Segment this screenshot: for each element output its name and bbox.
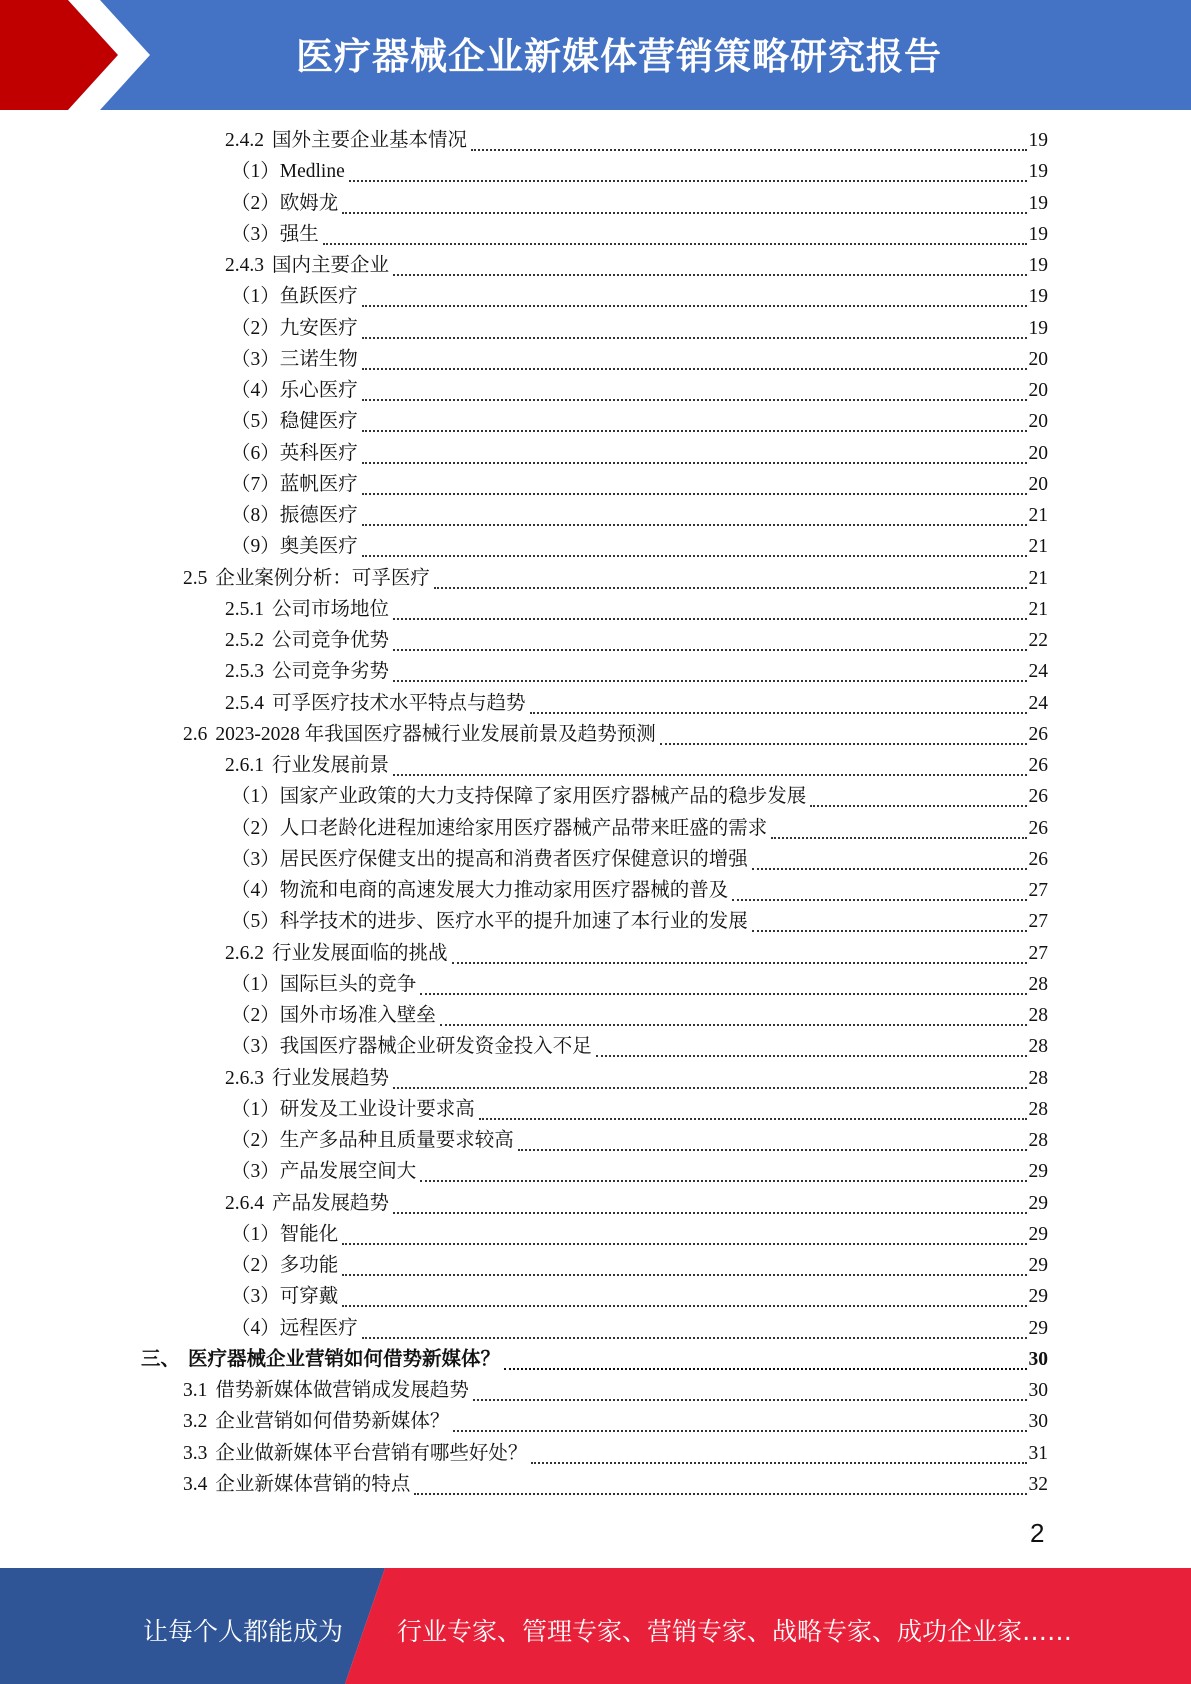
toc-entry[interactable] xyxy=(231,783,1048,811)
toc-entry-title: 行业发展趋势 xyxy=(272,1068,390,1089)
toc-entry-number: （1） xyxy=(231,786,280,807)
toc-dot-leader xyxy=(342,1283,1026,1307)
toc-dot-leader xyxy=(393,1065,1026,1089)
page-number: 2 xyxy=(1030,1518,1045,1548)
toc-entry-page: 29 xyxy=(1028,1161,1048,1182)
toc-entry-number: （3） xyxy=(231,1286,280,1307)
toc-entry-number: （6） xyxy=(231,443,280,464)
toc-entry-title: 蓝帆医疗 xyxy=(279,474,358,495)
toc-entry[interactable] xyxy=(231,971,1048,999)
toc-entry-title: 公司竞争劣势 xyxy=(272,661,390,682)
toc-entry-title: 英科医疗 xyxy=(279,443,358,464)
toc-dot-leader xyxy=(349,158,1027,182)
toc-entry-title: 借势新媒体做营销成发展趋势 xyxy=(215,1380,469,1401)
toc-entry-title: 欧姆龙 xyxy=(279,193,339,214)
toc-dot-leader xyxy=(420,971,1026,995)
toc-entry-number: （8） xyxy=(231,505,280,526)
toc-entry-title: 企业做新媒体平台营销有哪些好处？ xyxy=(215,1443,528,1464)
toc-entry-page: 21 xyxy=(1028,599,1048,620)
toc-entry-page: 22 xyxy=(1028,630,1048,651)
toc-entry-page: 19 xyxy=(1028,161,1048,182)
toc-entry[interactable] xyxy=(225,658,1048,686)
toc-entry-page: 20 xyxy=(1028,349,1048,370)
toc-entry-number: 3.1 xyxy=(183,1380,208,1401)
toc-entry-title: 研发及工业设计要求高 xyxy=(279,1099,475,1120)
toc-entry-page: 21 xyxy=(1028,568,1048,589)
toc-entry-number: （3） xyxy=(231,849,280,870)
toc-dot-leader xyxy=(362,533,1027,557)
toc-entry-page: 27 xyxy=(1028,911,1048,932)
toc-entry-page: 20 xyxy=(1028,474,1048,495)
toc-entry-title: 企业案例分析：可孚医疗 xyxy=(215,568,430,589)
toc-entry-number: 2.6.3 xyxy=(225,1068,264,1089)
toc-entry-page: 19 xyxy=(1028,255,1048,276)
toc-dot-leader xyxy=(362,408,1027,432)
toc-entry-page: 24 xyxy=(1028,693,1048,714)
toc-entry-title: 国外主要企业基本情况 xyxy=(272,130,468,151)
toc-entry-number: 2.4.2 xyxy=(225,130,264,151)
toc-entry-title: 鱼跃医疗 xyxy=(279,286,358,307)
toc-entry-title: 国际巨头的竞争 xyxy=(279,974,417,995)
toc-entry-title: 生产多品种且质量要求较高 xyxy=(279,1130,514,1151)
toc-dot-leader xyxy=(660,721,1027,745)
toc-entry-page: 21 xyxy=(1028,536,1048,557)
toc-entry-number: （7） xyxy=(231,474,280,495)
toc-dot-leader xyxy=(518,1127,1027,1151)
toc-entry-title: 产品发展空间大 xyxy=(279,1161,417,1182)
toc-entry[interactable] xyxy=(141,1346,1048,1374)
toc-entry-page: 27 xyxy=(1028,943,1048,964)
toc-entry-number: （4） xyxy=(231,1318,280,1339)
toc-entry-title: 我国医疗器械企业研发资金投入不足 xyxy=(279,1036,592,1057)
page-footer xyxy=(0,1568,1191,1684)
toc-entry-page: 19 xyxy=(1028,224,1048,245)
toc-entry[interactable] xyxy=(231,533,1048,561)
toc-entry-page: 29 xyxy=(1028,1286,1048,1307)
footer-slogan-left: 让每个人都能成为 xyxy=(143,1617,344,1646)
toc-entry-page: 26 xyxy=(1028,818,1048,839)
toc-entry[interactable] xyxy=(231,1033,1048,1061)
toc-entry-title: 可孚医疗技术水平特点与趋势 xyxy=(272,693,526,714)
toc-entry-number: 3.2 xyxy=(183,1411,208,1432)
toc-entry[interactable] xyxy=(225,940,1048,968)
toc-dot-leader xyxy=(362,440,1027,464)
toc-entry-number: 2.5.2 xyxy=(225,630,264,651)
toc-dot-leader xyxy=(414,1471,1026,1495)
toc-entry-page: 28 xyxy=(1028,1130,1048,1151)
toc-entry[interactable] xyxy=(231,1127,1048,1155)
toc-entry-page: 29 xyxy=(1028,1224,1048,1245)
toc-entry-title: 居民医疗保健支出的提高和消费者医疗保健意识的增强 xyxy=(279,849,748,870)
toc-entry-title: 三诺生物 xyxy=(279,349,358,370)
toc-dot-leader xyxy=(362,346,1027,370)
toc-dot-leader xyxy=(473,1377,1027,1401)
toc-entry-title: 国家产业政策的大力支持保障了家用医疗器械产品的稳步发展 xyxy=(279,786,807,807)
toc-dot-leader xyxy=(471,127,1026,151)
toc-entry[interactable] xyxy=(231,908,1048,936)
toc-entry-page: 20 xyxy=(1028,411,1048,432)
toc-entry[interactable] xyxy=(225,596,1048,624)
toc-entry-title: 医疗器械企业营销如何借势新媒体？ xyxy=(188,1349,501,1370)
report-title: 医疗器械企业新媒体营销策略研究报告 xyxy=(296,35,942,78)
toc-entry-title: 行业发展面临的挑战 xyxy=(272,943,448,964)
toc-entry[interactable] xyxy=(183,1471,1048,1499)
toc-dot-leader xyxy=(393,752,1026,776)
toc-entry-title: 公司市场地位 xyxy=(272,599,390,620)
toc-entry[interactable] xyxy=(231,377,1048,405)
toc-dot-leader xyxy=(342,1252,1026,1276)
toc-entry-number: （2） xyxy=(231,818,280,839)
toc-entry[interactable] xyxy=(231,815,1048,843)
toc-dot-leader xyxy=(752,846,1027,870)
toc-entry-title: 公司竞争优势 xyxy=(272,630,390,651)
toc-dot-leader xyxy=(362,502,1027,526)
toc-entry-page: 29 xyxy=(1028,1318,1048,1339)
toc-entry-number: （1） xyxy=(231,1099,280,1120)
toc-entry-number: 2.6.1 xyxy=(225,755,264,776)
toc-entry-number: 2.6 xyxy=(183,724,208,745)
toc-entry-number: （2） xyxy=(231,1005,280,1026)
toc-entry-page: 26 xyxy=(1028,849,1048,870)
toc-entry-number: （4） xyxy=(231,380,280,401)
toc-entry-number: （3） xyxy=(231,1161,280,1182)
toc-entry-page: 28 xyxy=(1028,1036,1048,1057)
toc-entry-number: 2.5.1 xyxy=(225,599,264,620)
toc-entry[interactable] xyxy=(231,315,1048,343)
toc-entry-page: 19 xyxy=(1028,286,1048,307)
toc-entry[interactable] xyxy=(231,1002,1048,1030)
toc-entry-page: 28 xyxy=(1028,1068,1048,1089)
toc-entry-page: 31 xyxy=(1028,1443,1048,1464)
toc-entry-title: 产品发展趋势 xyxy=(272,1193,390,1214)
toc-entry-number: （2） xyxy=(231,193,280,214)
toc-entry[interactable] xyxy=(225,1190,1048,1218)
toc-dot-leader xyxy=(393,627,1026,651)
toc-dot-leader xyxy=(504,1346,1026,1370)
toc-entry-page: 19 xyxy=(1028,193,1048,214)
toc-entry-page: 24 xyxy=(1028,661,1048,682)
toc-dot-leader xyxy=(440,1002,1027,1026)
toc-entry-title: 远程医疗 xyxy=(279,1318,358,1339)
toc-entry-number: （1） xyxy=(231,161,280,182)
toc-dot-leader xyxy=(393,1190,1026,1214)
toc-entry[interactable] xyxy=(183,1440,1048,1468)
toc-entry[interactable] xyxy=(231,846,1048,874)
toc-entry-page: 19 xyxy=(1028,318,1048,339)
toc-dot-leader xyxy=(362,471,1027,495)
toc-entry-page: 20 xyxy=(1028,380,1048,401)
toc-dot-leader xyxy=(362,1315,1027,1339)
toc-dot-leader xyxy=(530,690,1027,714)
toc-entry[interactable] xyxy=(231,190,1048,218)
toc-entry[interactable] xyxy=(225,752,1048,780)
toc-entry-number: （3） xyxy=(231,1036,280,1057)
toc-entry-title: 可穿戴 xyxy=(279,1286,339,1307)
toc-entry-page: 21 xyxy=(1028,505,1048,526)
toc-entry-page: 30 xyxy=(1028,1380,1048,1401)
toc-entry-title: 2023-2028 年我国医疗器械行业发展前景及趋势预测 xyxy=(215,724,656,745)
toc-entry-number: （1） xyxy=(231,974,280,995)
toc-entry-number: （2） xyxy=(231,1130,280,1151)
toc-entry-page: 28 xyxy=(1028,1005,1048,1026)
toc-dot-leader xyxy=(362,283,1027,307)
toc-entry-title: 九安医疗 xyxy=(279,318,358,339)
toc-entry-title: 科学技术的进步、医疗水平的提升加速了本行业的发展 xyxy=(279,911,748,932)
toc-entry-number: 3.3 xyxy=(183,1443,208,1464)
toc-entry[interactable] xyxy=(183,1408,1048,1436)
toc-dot-leader xyxy=(342,1221,1026,1245)
toc-dot-leader xyxy=(453,1408,1026,1432)
toc-entry[interactable] xyxy=(231,283,1048,311)
toc-entry-page: 30 xyxy=(1028,1349,1048,1370)
toc-entry[interactable] xyxy=(225,627,1048,655)
toc-entry-title: 企业营销如何借势新媒体？ xyxy=(215,1411,450,1432)
page-header xyxy=(0,0,1191,110)
toc-entry[interactable] xyxy=(183,565,1048,593)
toc-entry-number: 2.5.4 xyxy=(225,693,264,714)
toc-dot-leader xyxy=(531,1440,1026,1464)
toc-entry[interactable] xyxy=(183,1377,1048,1405)
toc-entry-title: 人口老龄化进程加速给家用医疗器械产品带来旺盛的需求 xyxy=(279,818,768,839)
toc-dot-leader xyxy=(596,1033,1027,1057)
toc-entry-title: 乐心医疗 xyxy=(279,380,358,401)
toc-entry[interactable] xyxy=(231,1096,1048,1124)
toc-entry-number: （3） xyxy=(231,224,280,245)
toc-entry-title: 稳健医疗 xyxy=(279,411,358,432)
toc-entry-page: 19 xyxy=(1028,130,1048,151)
toc-dot-leader xyxy=(323,221,1027,245)
toc-entry-number: （4） xyxy=(231,880,280,901)
toc-entry[interactable] xyxy=(231,1252,1048,1280)
toc-dot-leader xyxy=(752,908,1027,932)
toc-entry[interactable] xyxy=(231,1283,1048,1311)
toc-entry-title: 多功能 xyxy=(279,1255,339,1276)
toc-entry-title: 奥美医疗 xyxy=(279,536,358,557)
toc-entry-page: 30 xyxy=(1028,1411,1048,1432)
toc-entry-page: 28 xyxy=(1028,974,1048,995)
toc-entry-number: 2.6.2 xyxy=(225,943,264,964)
toc-entry[interactable] xyxy=(183,721,1048,749)
toc-entry[interactable] xyxy=(231,1315,1048,1343)
toc-dot-leader xyxy=(771,815,1026,839)
toc-entry-title: Medline xyxy=(279,161,345,182)
toc-entry-title: 行业发展前景 xyxy=(272,755,390,776)
toc-entry-page: 28 xyxy=(1028,1099,1048,1120)
toc-entry-page: 29 xyxy=(1028,1255,1048,1276)
toc-entry-number: （5） xyxy=(231,911,280,932)
toc-entry[interactable] xyxy=(225,690,1048,718)
toc-entry-page: 26 xyxy=(1028,724,1048,745)
toc-dot-leader xyxy=(342,190,1026,214)
toc-entry-number: 3.4 xyxy=(183,1474,208,1495)
toc-entry-page: 20 xyxy=(1028,443,1048,464)
toc-entry-number: 2.4.3 xyxy=(225,255,264,276)
toc-entry-number: （5） xyxy=(231,411,280,432)
toc-entry-title: 企业新媒体营销的特点 xyxy=(215,1474,411,1495)
toc-dot-leader xyxy=(393,658,1026,682)
toc-entry[interactable] xyxy=(225,252,1048,280)
toc-entry-title: 智能化 xyxy=(279,1224,339,1245)
toc-entry-title: 强生 xyxy=(279,224,319,245)
toc-dot-leader xyxy=(452,940,1027,964)
toc-entry-number: （1） xyxy=(231,1224,280,1245)
toc-dot-leader xyxy=(362,377,1027,401)
toc-entry[interactable] xyxy=(231,877,1048,905)
toc-entry-title: 国外市场准入壁垒 xyxy=(279,1005,436,1026)
toc-entry-number: （2） xyxy=(231,318,280,339)
toc-entry-title: 物流和电商的高速发展大力推动家用医疗器械的普及 xyxy=(279,880,729,901)
toc-dot-leader xyxy=(810,783,1026,807)
toc-entry[interactable] xyxy=(225,127,1048,155)
toc-entry-title: 国内主要企业 xyxy=(272,255,390,276)
toc-entry-number: （3） xyxy=(231,349,280,370)
toc-entry[interactable] xyxy=(231,221,1048,249)
toc-entry-number: （1） xyxy=(231,286,280,307)
toc-entry[interactable] xyxy=(225,1065,1048,1093)
toc-entry-number: 2.5 xyxy=(183,568,208,589)
toc-entry-title: 振德医疗 xyxy=(279,505,358,526)
toc-dot-leader xyxy=(479,1096,1027,1120)
toc-entry-number: 三、 xyxy=(141,1349,181,1370)
toc-entry[interactable] xyxy=(231,1221,1048,1249)
toc-entry[interactable] xyxy=(231,408,1048,436)
toc-entry-number: 2.6.4 xyxy=(225,1193,264,1214)
toc-entry-page: 32 xyxy=(1028,1474,1048,1495)
toc-entry[interactable] xyxy=(231,158,1048,186)
toc-entry-number: 2.5.3 xyxy=(225,661,264,682)
toc-dot-leader xyxy=(420,1158,1026,1182)
toc-entry[interactable] xyxy=(231,346,1048,374)
toc-entry[interactable] xyxy=(231,471,1048,499)
toc-entry-number: （2） xyxy=(231,1255,280,1276)
toc-entry[interactable] xyxy=(231,1158,1048,1186)
toc-dot-leader xyxy=(434,565,1027,589)
toc-entry[interactable] xyxy=(231,440,1048,468)
toc-entry[interactable] xyxy=(231,502,1048,530)
toc-entry-number: （9） xyxy=(231,536,280,557)
toc-dot-leader xyxy=(362,315,1027,339)
toc-entry-page: 27 xyxy=(1028,880,1048,901)
toc-entry-page: 26 xyxy=(1028,786,1048,807)
toc-dot-leader xyxy=(393,596,1026,620)
toc-dot-leader xyxy=(732,877,1026,901)
footer-slogan-right: 行业专家、管理专家、营销专家、战略专家、成功企业家…… xyxy=(397,1617,1073,1646)
toc-entry-page: 26 xyxy=(1028,755,1048,776)
toc-dot-leader xyxy=(393,252,1026,276)
toc-entry-page: 29 xyxy=(1028,1193,1048,1214)
